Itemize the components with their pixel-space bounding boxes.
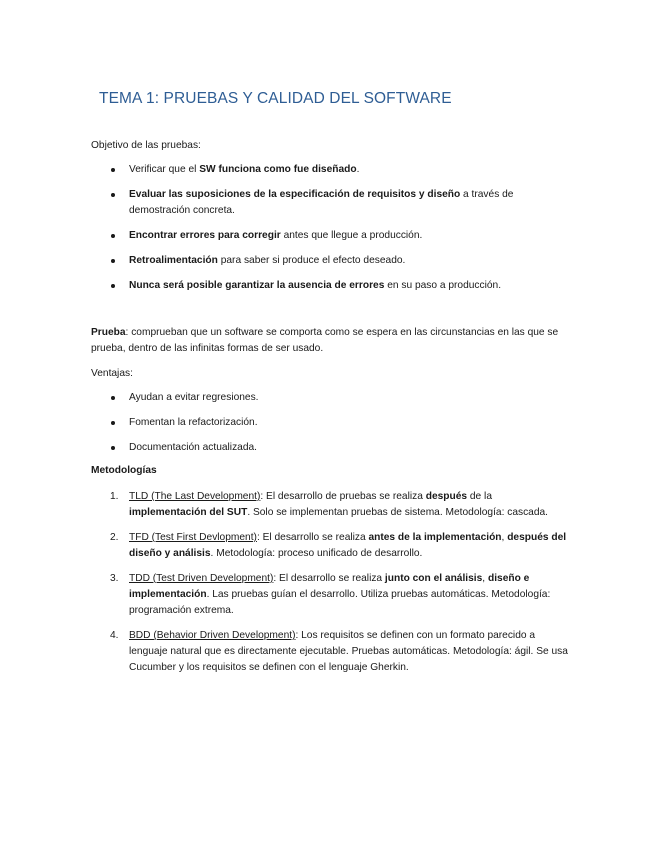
prueba-text: : comprueban que un software se comporta como se espera en las circunstancias en las que se prueba, dentro de las infinitas formas de ser usado. <box>91 327 559 354</box>
bullet-icon <box>111 446 115 450</box>
bullet-icon <box>111 168 115 172</box>
prueba-label: Prueba <box>91 327 126 338</box>
bullet-icon <box>111 193 115 197</box>
ventajas-list <box>91 390 571 456</box>
list-item: Verificar que el SW funciona como fue diseñado. <box>91 162 571 178</box>
list-item: 2. TFD (Test First Devlopment): El desarrollo se realiza antes de la implementación, después del diseño y análisis. Metodología: proceso unificado de desarrollo. <box>110 532 567 559</box>
document-title: TEMA 1: PRUEBAS Y CALIDAD DEL SOFTWARE <box>99 90 452 107</box>
list-item: Fomentan la refactorización. <box>91 415 571 431</box>
metodologias-heading: Metodologías <box>91 465 157 476</box>
metodologias-section <box>91 463 571 676</box>
bullet-icon <box>111 284 115 288</box>
list-item: Encontrar errores para corregir antes que llegue a producción. <box>91 228 571 244</box>
ventajas-heading: Ventajas: <box>91 368 133 379</box>
objective-list <box>91 162 571 294</box>
ventajas-section <box>91 366 571 456</box>
list-item: 4. BDD (Behavior Driven Development): Los requisitos se definen con un formato parecido a lenguaje natural que es directamente ejecutable. Pruebas automáticas. Metodología: ágil. Se usa Cucumber y los requisitos se definen con el lenguaje Gherkin. <box>110 630 568 673</box>
methodology-list <box>91 489 571 676</box>
prueba-paragraph <box>91 325 561 357</box>
bullet-icon <box>111 421 115 425</box>
list-item: Ayudan a evitar regresiones. <box>91 390 571 406</box>
list-item: Nunca será posible garantizar la ausencia de errores en su paso a producción. <box>91 278 571 294</box>
objective-heading: Objetivo de las pruebas: <box>91 140 201 151</box>
bullet-icon <box>111 234 115 238</box>
list-item: Documentación actualizada. <box>91 440 571 456</box>
list-item: Retroalimentación para saber si produce el efecto deseado. <box>91 253 571 269</box>
list-item: 1. TLD (The Last Development): El desarrollo de pruebas se realiza después de la implementación del SUT. Solo se implementan pruebas de sistema. Metodología: cascada. <box>110 491 549 518</box>
bullet-icon <box>111 396 115 400</box>
bullet-icon <box>111 259 115 263</box>
list-item: 3. TDD (Test Driven Development): El desarrollo se realiza junto con el análisis, diseño e implementación. Las pruebas guían el desarrollo. Utiliza pruebas automáticas. Metodología: programación extrema. <box>110 573 551 616</box>
objective-section <box>91 138 571 294</box>
list-item: Evaluar las suposiciones de la especificación de requisitos y diseño a través de demostración concreta. <box>91 187 529 219</box>
